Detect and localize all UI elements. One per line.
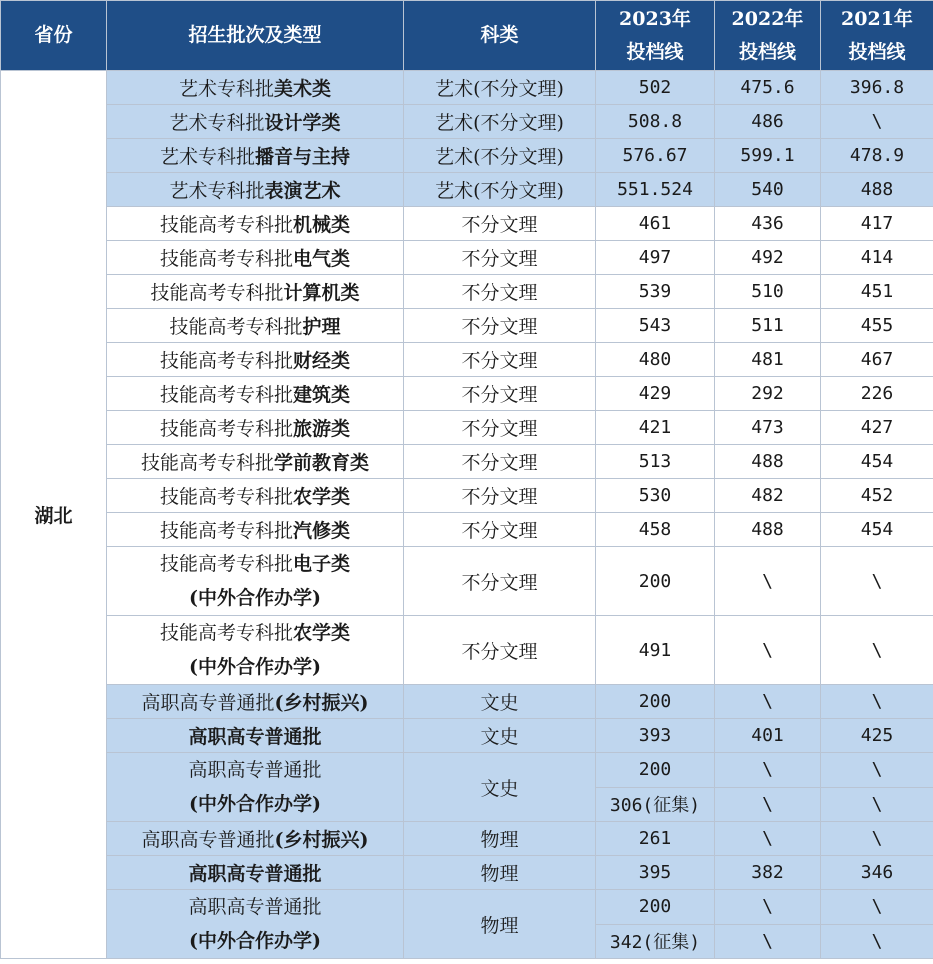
score-2022: 436 bbox=[715, 207, 821, 241]
subject-cell: 不分文理 bbox=[404, 309, 596, 343]
score-2021: 427 bbox=[821, 411, 933, 445]
subject-cell: 文史 bbox=[404, 753, 596, 822]
header-2023: 2023年 投档线 bbox=[596, 1, 715, 71]
table-row bbox=[1, 616, 933, 685]
score-2023: 342(征集) bbox=[596, 924, 715, 959]
table-row bbox=[1, 890, 933, 925]
table-row bbox=[1, 753, 933, 788]
score-2021: 488 bbox=[821, 173, 933, 207]
score-2023: 530 bbox=[596, 479, 715, 513]
subject-cell: 不分文理 bbox=[404, 241, 596, 275]
score-2021: 454 bbox=[821, 445, 933, 479]
batch-cell: 高职高专普通批(乡村振兴) bbox=[107, 685, 404, 719]
score-2021: 454 bbox=[821, 513, 933, 547]
table-row bbox=[1, 309, 933, 343]
score-2023: 200 bbox=[596, 890, 715, 925]
score-2021: \ bbox=[821, 685, 933, 719]
score-2022: \ bbox=[715, 822, 821, 856]
table-row bbox=[1, 822, 933, 856]
score-2023: 429 bbox=[596, 377, 715, 411]
subject-cell: 不分文理 bbox=[404, 547, 596, 616]
table-row bbox=[1, 685, 933, 719]
score-2023: 200 bbox=[596, 547, 715, 616]
score-2022: 482 bbox=[715, 479, 821, 513]
batch-cell: 高职高专普通批 bbox=[107, 856, 404, 890]
table-row bbox=[1, 241, 933, 275]
batch-cell: 艺术专科批表演艺术 bbox=[107, 173, 404, 207]
subject-cell: 不分文理 bbox=[404, 411, 596, 445]
batch-cell: 技能高考专科批汽修类 bbox=[107, 513, 404, 547]
batch-cell: 技能高考专科批建筑类 bbox=[107, 377, 404, 411]
subject-cell: 不分文理 bbox=[404, 445, 596, 479]
subject-cell: 文史 bbox=[404, 719, 596, 753]
score-2021: 452 bbox=[821, 479, 933, 513]
batch-cell: 技能高考专科批机械类 bbox=[107, 207, 404, 241]
score-2023: 306(征集) bbox=[596, 787, 715, 822]
table-row bbox=[1, 377, 933, 411]
score-2022: 481 bbox=[715, 343, 821, 377]
header-2022: 2022年 投档线 bbox=[715, 1, 821, 71]
subject-cell: 不分文理 bbox=[404, 616, 596, 685]
score-2022: 401 bbox=[715, 719, 821, 753]
table-row bbox=[1, 105, 933, 139]
subject-cell: 不分文理 bbox=[404, 513, 596, 547]
score-2021: 455 bbox=[821, 309, 933, 343]
score-2022: \ bbox=[715, 616, 821, 685]
table-row bbox=[1, 343, 933, 377]
score-2022: \ bbox=[715, 753, 821, 788]
header-subject: 科类 bbox=[404, 1, 596, 71]
score-2023: 458 bbox=[596, 513, 715, 547]
score-2022: \ bbox=[715, 924, 821, 959]
score-2022: 488 bbox=[715, 513, 821, 547]
score-2023: 576.67 bbox=[596, 139, 715, 173]
batch-cell: 艺术专科批设计学类 bbox=[107, 105, 404, 139]
batch-cell: 技能高考专科批电气类 bbox=[107, 241, 404, 275]
batch-cell: 高职高专普通批(乡村振兴) bbox=[107, 822, 404, 856]
subject-cell: 艺术(不分文理) bbox=[404, 105, 596, 139]
batch-cell: 技能高考专科批学前教育类 bbox=[107, 445, 404, 479]
score-2021: 417 bbox=[821, 207, 933, 241]
subject-cell: 文史 bbox=[404, 685, 596, 719]
score-2023: 539 bbox=[596, 275, 715, 309]
subject-cell: 艺术(不分文理) bbox=[404, 139, 596, 173]
subject-cell: 物理 bbox=[404, 822, 596, 856]
batch-cell: 艺术专科批美术类 bbox=[107, 71, 404, 105]
score-2021: \ bbox=[821, 547, 933, 616]
score-2022: 488 bbox=[715, 445, 821, 479]
score-2022: \ bbox=[715, 547, 821, 616]
batch-cell: 技能高考专科批农学类 bbox=[107, 479, 404, 513]
score-2021: 425 bbox=[821, 719, 933, 753]
subject-cell: 不分文理 bbox=[404, 275, 596, 309]
subject-cell: 不分文理 bbox=[404, 479, 596, 513]
province-cell: 湖北 bbox=[1, 71, 107, 959]
score-2021: \ bbox=[821, 890, 933, 925]
score-2023: 261 bbox=[596, 822, 715, 856]
score-2021: \ bbox=[821, 105, 933, 139]
batch-cell: 高职高专普通批 (中外合作办学) bbox=[107, 753, 404, 822]
score-2022: 473 bbox=[715, 411, 821, 445]
batch-cell: 高职高专普通批 bbox=[107, 719, 404, 753]
score-2022: 486 bbox=[715, 105, 821, 139]
header-province: 省份 bbox=[1, 1, 107, 71]
table-row bbox=[1, 173, 933, 207]
score-2022: \ bbox=[715, 787, 821, 822]
score-2021: 414 bbox=[821, 241, 933, 275]
score-2022: 492 bbox=[715, 241, 821, 275]
score-2021: 226 bbox=[821, 377, 933, 411]
table-row bbox=[1, 445, 933, 479]
batch-cell: 技能高考专科批电子类 (中外合作办学) bbox=[107, 547, 404, 616]
score-2021: \ bbox=[821, 924, 933, 959]
subject-cell: 物理 bbox=[404, 890, 596, 959]
table-row bbox=[1, 513, 933, 547]
score-2022: 510 bbox=[715, 275, 821, 309]
score-2021: \ bbox=[821, 616, 933, 685]
batch-cell: 高职高专普通批 (中外合作办学) bbox=[107, 890, 404, 959]
score-2021: 478.9 bbox=[821, 139, 933, 173]
score-2021: \ bbox=[821, 753, 933, 788]
score-2023: 502 bbox=[596, 71, 715, 105]
score-2021: 451 bbox=[821, 275, 933, 309]
batch-cell: 技能高考专科批旅游类 bbox=[107, 411, 404, 445]
score-2022: 292 bbox=[715, 377, 821, 411]
score-2021: 396.8 bbox=[821, 71, 933, 105]
batch-cell: 技能高考专科批财经类 bbox=[107, 343, 404, 377]
score-2023: 508.8 bbox=[596, 105, 715, 139]
subject-cell: 不分文理 bbox=[404, 207, 596, 241]
score-2023: 551.524 bbox=[596, 173, 715, 207]
table-row bbox=[1, 719, 933, 753]
score-2022: 382 bbox=[715, 856, 821, 890]
score-2023: 513 bbox=[596, 445, 715, 479]
score-2023: 200 bbox=[596, 753, 715, 788]
table-row bbox=[1, 139, 933, 173]
subject-cell: 艺术(不分文理) bbox=[404, 173, 596, 207]
subject-cell: 不分文理 bbox=[404, 343, 596, 377]
header-batch: 招生批次及类型 bbox=[107, 1, 404, 71]
table-row bbox=[1, 856, 933, 890]
batch-cell: 技能高考专科批农学类 (中外合作办学) bbox=[107, 616, 404, 685]
score-2022: 511 bbox=[715, 309, 821, 343]
batch-cell: 艺术专科批播音与主持 bbox=[107, 139, 404, 173]
batch-cell: 技能高考专科批计算机类 bbox=[107, 275, 404, 309]
score-2023: 395 bbox=[596, 856, 715, 890]
table-row bbox=[1, 411, 933, 445]
score-2021: \ bbox=[821, 787, 933, 822]
score-2022: 540 bbox=[715, 173, 821, 207]
table-row bbox=[1, 479, 933, 513]
subject-cell: 艺术(不分文理) bbox=[404, 71, 596, 105]
header-2021: 2021年 投档线 bbox=[821, 1, 933, 71]
score-2021: 346 bbox=[821, 856, 933, 890]
table-row bbox=[1, 275, 933, 309]
score-2021: 467 bbox=[821, 343, 933, 377]
subject-cell: 物理 bbox=[404, 856, 596, 890]
header-row bbox=[1, 1, 933, 71]
score-2022: \ bbox=[715, 890, 821, 925]
table-row bbox=[1, 207, 933, 241]
score-2023: 491 bbox=[596, 616, 715, 685]
score-2023: 480 bbox=[596, 343, 715, 377]
score-2022: \ bbox=[715, 685, 821, 719]
score-2022: 599.1 bbox=[715, 139, 821, 173]
score-2022: 475.6 bbox=[715, 71, 821, 105]
score-2023: 543 bbox=[596, 309, 715, 343]
score-2023: 200 bbox=[596, 685, 715, 719]
score-2023: 393 bbox=[596, 719, 715, 753]
batch-cell: 技能高考专科批护理 bbox=[107, 309, 404, 343]
subject-cell: 不分文理 bbox=[404, 377, 596, 411]
score-2021: \ bbox=[821, 822, 933, 856]
table-row bbox=[1, 547, 933, 616]
score-2023: 497 bbox=[596, 241, 715, 275]
table-row bbox=[1, 71, 933, 105]
score-2023: 461 bbox=[596, 207, 715, 241]
score-2023: 421 bbox=[596, 411, 715, 445]
